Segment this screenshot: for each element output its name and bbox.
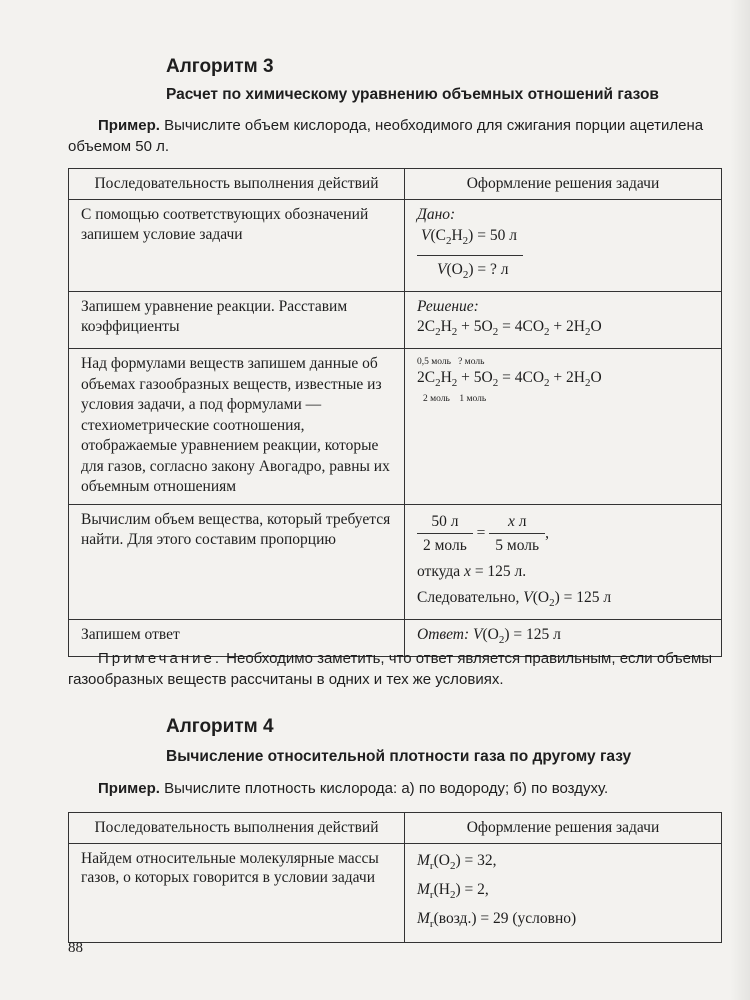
proportion-cell [405, 504, 722, 619]
step-cell: Запишем ответ [69, 619, 405, 656]
header-steps: Последовательность выполнения действий [69, 169, 405, 200]
find-value: $V(O_2)$ = ? л [437, 261, 509, 282]
step-cell: С помощью соответствующих обозначений запишем условие задачи [69, 200, 405, 292]
algorithm-4-subtitle: Вычисление относительной плотности газа по другому газу [166, 748, 632, 765]
step-cell: Над формулами веществ запишем данные об объемах газообразных веществ, известные из условия задачи, а под формулами — стехиометрические соотношения, отображаемые уравнением реакции, которые для газов, согласно закону Авогадро, равны их объемным отношениям [69, 349, 405, 505]
algorithm-3-note [68, 648, 722, 690]
reaction-equation: $2C_2H_2 + 5O_2 = 4CO_2 + 2H_2O$ [417, 318, 602, 339]
solution-cell [405, 292, 722, 349]
algorithm-4-table [68, 812, 722, 943]
proportion: $\frac{50 л}{\text{2 моль}}$ = $\frac{\text{x л}}{\text{5 моль}}$ , [417, 512, 711, 556]
molar-mass-cell [405, 844, 722, 943]
reaction-equation: $2C_2H_2 + 5O_2 = 4CO_2 + 2H_2O$ [417, 369, 602, 390]
step-cell: Найдем относительные молекулярные массы газов, о которых говорится в условии задачи [69, 844, 405, 943]
given-block [417, 225, 523, 285]
table-header-row [69, 813, 722, 844]
solution-label: Решение: [417, 298, 479, 316]
note-text: Необходимо заметить, что ответ является правильным, если объемы газообразных веществ рассчитаны в одних и тех же условиях. [68, 650, 713, 688]
table-row [69, 200, 722, 292]
algorithm-4-example: Пример. Вычислите плотность кислорода: а) по водороду; б) по воздуху. [98, 780, 609, 797]
algorithm-4-title: Алгоритм 4 [166, 716, 274, 737]
therefore-line: Следовательно, $V(O_2) = 125$ л [417, 588, 612, 609]
table-row [69, 844, 722, 943]
table-header-row [69, 169, 722, 200]
algorithm-3-subtitle: Расчет по химическому уравнению объемных отношений газов [166, 86, 659, 103]
algorithm-3-table [68, 168, 722, 657]
step-cell: Запишем уравнение реакции. Расставим коэффициенты [69, 292, 405, 349]
given-cell [405, 200, 722, 292]
fraction-right: $\frac{\text{x л}}{\text{5 моль}}$ [489, 512, 545, 556]
header-steps: Последовательность выполнения действий [69, 813, 405, 844]
page-number: 88 [68, 940, 83, 956]
whence-line: откуда x = 125 л. [417, 562, 527, 580]
mr-oxygen: $M_r(O_2) = 32$, [417, 852, 497, 873]
above-labels: 0,5 моль ? моль [417, 357, 485, 368]
page-edge-shadow [730, 0, 750, 1000]
fraction-left: $\frac{50 л}{\text{2 моль}}$ [417, 512, 473, 556]
example-text: Вычислите объем кислорода, необходимого для сжигания порции ацетилена объемом 50 л. [68, 117, 704, 155]
header-solution: Оформление решения задачи [405, 813, 722, 844]
given-value: $V(C_2H_2) = 50$ л [417, 225, 523, 256]
answer-cell: Ответ: $V(O_2) = 125$ л [405, 619, 722, 656]
note-label: Примечание. [98, 650, 222, 667]
header-solution: Оформление решения задачи [405, 169, 722, 200]
stoichiometry-cell [405, 349, 722, 505]
table-row [69, 504, 722, 619]
given-label: Дано: [417, 206, 456, 223]
mr-air: $M_r(возд.) = 29$ (условно) [417, 910, 577, 931]
below-labels: 2 моль 1 моль [423, 394, 487, 405]
example-label: Пример. [98, 117, 160, 134]
algorithm-3-example [68, 115, 722, 157]
mr-hydrogen: $M_r(H_2) = 2$, [417, 881, 489, 902]
table-row [69, 349, 722, 505]
table-row [69, 292, 722, 349]
algorithm-3-title: Алгоритм 3 [166, 56, 274, 77]
step-cell: Вычислим объем вещества, который требуется найти. Для этого составим пропорцию [69, 504, 405, 619]
